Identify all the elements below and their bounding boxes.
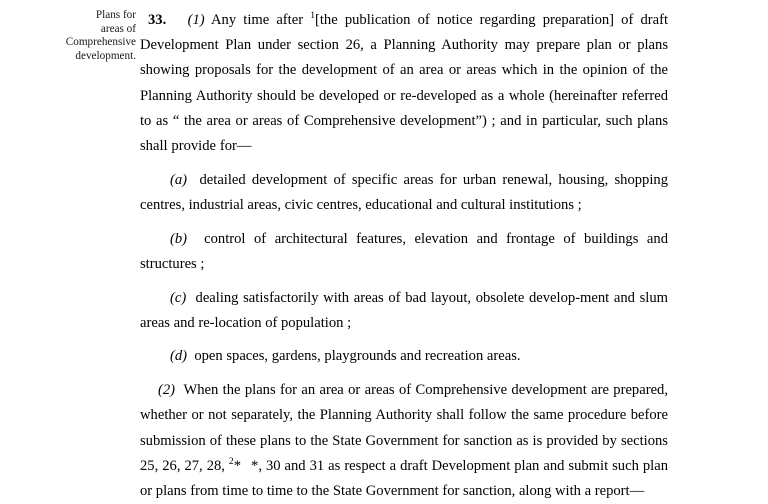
section-number: 33. (148, 12, 167, 28)
clause-c-text: dealing satisfactorily with areas of bad layout, obsolete develop-ment and slum areas and re-location of population ; (140, 289, 668, 331)
paragraph-subsection-1 (140, 8, 668, 159)
clause-c-marker: (c) (170, 289, 187, 306)
subsection-2-text-pre: When the plans for an area or areas of Comprehensive development are prepared, whether or not separately, the Planning Authority shall follow the same procedure before submission of these plans to the State Government for sanction as is provided by sections 25, 26, 27, 28, (140, 382, 668, 474)
clause-a-marker: (a) (170, 171, 188, 188)
paragraph-clause-d (140, 344, 668, 369)
clause-b-marker: (b) (170, 230, 188, 247)
paragraph-clause-a (140, 168, 668, 218)
subsection-2-text-post: *, 30 and 31 as respect a draft Development plan and submit such plan or plans from time to time to the State Government for sanction, along with a report— (140, 457, 668, 499)
clause-d-marker: (d) (170, 348, 188, 365)
subsection-1-text-pre: Any time after (211, 12, 311, 28)
margin-note-line-2: areas of (100, 22, 136, 35)
clause-d-text: open spaces, gardens, playgrounds and recreation areas. (194, 348, 521, 365)
spacer (140, 277, 668, 286)
subsection-1-marker: (1) (187, 12, 205, 28)
spacer (140, 370, 668, 379)
subsection-1-text-post: [the publication of notice regarding preparation] of draft Development Plan under section 26, a Planning Authority may prepare plan or plans showing proposals for the development of an area or areas which in the opinion of the Planning Authority should be developed or re-developed as a whole (hereinafter referred to as “ the area or areas of Comprehensive development”) ; and in particular, such plans shall provide for— (140, 12, 668, 155)
footnote-ref-2: 2 (228, 455, 234, 467)
clause-a-text: detailed development of specific areas for urban renewal, housing, shopping centres, industrial areas, civic centres, educational and cultural institutions ; (140, 171, 669, 213)
paragraph-clause-b (140, 227, 668, 277)
margin-note (40, 9, 136, 63)
paragraph-subsection-2 (140, 378, 668, 504)
spacer (140, 159, 668, 168)
omission-asterisk-1: * (233, 457, 242, 474)
margin-note-line-3: Comprehensive (65, 36, 136, 49)
paragraph-clause-c (140, 286, 668, 336)
margin-note-line-1: Plans for (95, 9, 136, 21)
spacer (140, 336, 668, 345)
body-column (140, 0, 669, 499)
footnote-ref-1: 1 (310, 10, 315, 22)
clause-b-text: control of architectural features, elevation and frontage of buildings and structures ; (140, 230, 668, 272)
spacer (140, 218, 668, 227)
subsection-2-marker: (2) (158, 382, 176, 399)
margin-note-line-4: development. (75, 49, 136, 62)
